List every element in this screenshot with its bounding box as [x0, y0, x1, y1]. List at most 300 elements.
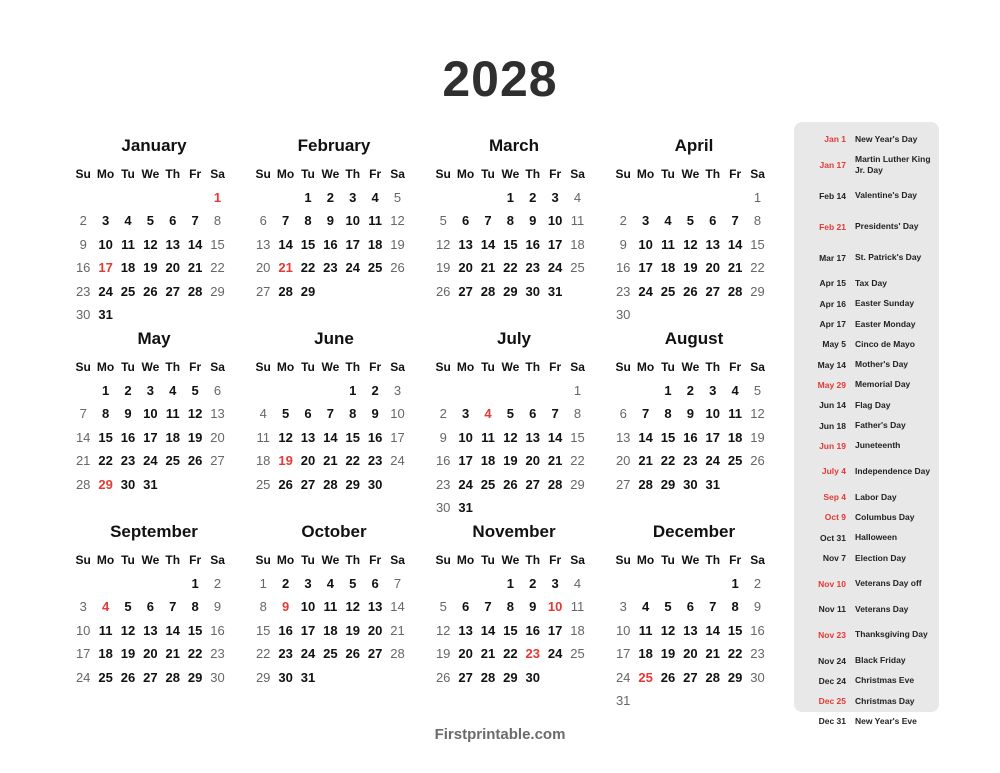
day-cell: 28 [705, 669, 720, 685]
day-cell: 6 [259, 213, 267, 229]
day-cell: 23 [120, 453, 136, 469]
empty-cell [162, 186, 184, 209]
day-cell: 6 [709, 213, 717, 229]
day-cell: 8 [506, 599, 514, 615]
day-cell: 19 [278, 453, 293, 469]
day-cell: 14 [705, 622, 720, 638]
weekday-header: Sa [210, 360, 225, 374]
weekday-header: Tu [301, 167, 315, 181]
empty-cell [634, 572, 656, 595]
day-cell: 6 [371, 576, 379, 591]
day-cell: 31 [615, 692, 631, 708]
month-april [612, 136, 776, 326]
weekday-header: Fr [729, 360, 742, 374]
day-grid [612, 162, 776, 326]
day-cell: 2 [326, 190, 334, 205]
day-cell: 11 [638, 622, 653, 638]
day-cell: 24 [75, 669, 91, 685]
day-grid [252, 548, 416, 689]
day-cell: 17 [547, 236, 563, 252]
weekday-header: Th [705, 360, 721, 374]
day-cell: 26 [143, 283, 158, 299]
day-cell: 16 [323, 236, 338, 252]
day-cell: 6 [686, 599, 694, 615]
weekday-header: Th [525, 167, 541, 181]
day-cell: 9 [753, 599, 762, 615]
empty-cell [679, 186, 701, 209]
empty-cell [679, 572, 701, 595]
day-cell: 15 [255, 622, 271, 638]
holiday-item [794, 650, 939, 670]
day-cell: 22 [98, 453, 113, 469]
day-cell: 28 [75, 476, 91, 492]
day-cell: 16 [750, 622, 765, 638]
day-cell: 19 [143, 260, 158, 276]
day-cell: 28 [480, 283, 496, 299]
holiday-date: Oct 9 [824, 512, 846, 523]
day-grid [432, 548, 596, 689]
weekday-header: Tu [481, 360, 495, 374]
month-title: July [496, 329, 532, 348]
holiday-name: Halloween [855, 532, 898, 543]
holiday-item [794, 619, 939, 650]
day-cell: 19 [345, 622, 360, 638]
day-cell: 5 [686, 213, 694, 229]
day-cell: 17 [390, 429, 405, 445]
day-cell: 9 [529, 599, 537, 615]
day-cell: 8 [573, 406, 582, 422]
day-cell: 25 [638, 669, 653, 685]
empty-cell [612, 379, 634, 402]
day-cell: 31 [98, 306, 113, 322]
weekday-header: Fr [369, 167, 382, 181]
empty-cell [139, 186, 161, 209]
weekday-header: Fr [729, 553, 742, 567]
day-cell: 31 [458, 499, 473, 515]
holiday-date: Nov 10 [818, 578, 846, 589]
day-cell: 14 [638, 429, 653, 445]
weekday-header: Th [345, 360, 361, 374]
day-cell: 17 [638, 260, 653, 276]
day-cell: 4 [371, 190, 379, 205]
day-cell: 11 [323, 599, 338, 615]
day-cell: 10 [547, 213, 563, 229]
weekday-header: We [681, 167, 700, 181]
holiday-date: Apr 15 [819, 278, 846, 289]
holiday-name: Christmas Day [855, 695, 915, 706]
day-cell: 20 [165, 260, 180, 276]
empty-cell [454, 379, 476, 402]
day-cell: 8 [191, 599, 199, 615]
holiday-date: Apr 16 [819, 298, 846, 309]
day-cell: 20 [458, 260, 473, 276]
day-cell: 11 [481, 429, 495, 445]
day-cell: 12 [120, 622, 136, 638]
day-cell: 8 [304, 213, 312, 229]
day-grid [612, 548, 776, 712]
weekday-header: Su [255, 167, 271, 181]
weekday-header: We [321, 167, 340, 181]
weekday-header: Mo [276, 553, 295, 567]
holiday-name: Valentine's Day [855, 190, 918, 201]
day-cell: 3 [79, 599, 87, 615]
day-cell: 6 [146, 599, 154, 615]
weekday-header: Su [255, 360, 271, 374]
day-cell: 20 [367, 622, 383, 638]
weekday-header: Mo [636, 360, 655, 374]
holiday-date: Sep 4 [823, 492, 846, 503]
holiday-name: Father's Day [855, 420, 906, 431]
day-cell: 3 [349, 190, 357, 205]
day-cell: 3 [709, 383, 717, 398]
day-cell: 12 [187, 406, 203, 422]
day-cell: 21 [165, 646, 180, 662]
weekday-header: Fr [549, 360, 562, 374]
day-cell: 10 [300, 599, 316, 615]
holiday-name: Mother's Day [855, 359, 909, 370]
day-cell: 12 [683, 236, 698, 252]
day-cell: 3 [551, 576, 559, 591]
day-cell: 13 [615, 429, 631, 445]
day-cell: 5 [506, 406, 514, 422]
month-title: May [137, 329, 171, 348]
day-cell: 8 [259, 599, 267, 615]
day-cell: 1 [101, 383, 110, 398]
day-cell: 22 [345, 453, 360, 469]
holiday-item [794, 129, 939, 149]
weekday-header: Su [435, 360, 451, 374]
months-grid [72, 136, 772, 726]
day-cell: 7 [731, 213, 739, 229]
empty-cell [477, 572, 499, 595]
day-cell: 29 [255, 669, 271, 685]
day-cell: 23 [278, 646, 293, 662]
day-cell: 27 [458, 283, 473, 299]
holiday-date: Nov 11 [818, 604, 846, 615]
empty-cell [319, 379, 341, 402]
day-cell: 4 [641, 599, 650, 615]
day-cell: 1 [753, 190, 762, 205]
weekday-header: Sa [570, 553, 585, 567]
weekday-header: Mo [96, 167, 115, 181]
weekday-header: We [501, 553, 520, 567]
day-cell: 18 [570, 236, 585, 252]
day-cell: 29 [660, 476, 676, 492]
day-cell: 22 [660, 453, 676, 469]
holiday-list [794, 122, 939, 727]
day-cell: 24 [458, 476, 473, 492]
day-cell: 15 [660, 429, 676, 445]
holiday-name: Thanksgiving Day [855, 629, 928, 640]
day-cell: 29 [210, 283, 225, 299]
day-cell: 2 [281, 576, 290, 591]
weekday-header: Su [435, 553, 451, 567]
weekday-header: Mo [636, 553, 655, 567]
holiday-item [794, 456, 939, 487]
holiday-date: May 14 [817, 359, 846, 370]
day-cell: 11 [98, 622, 113, 638]
day-cell: 22 [570, 453, 585, 469]
day-cell: 13 [683, 622, 698, 638]
holiday-item [794, 149, 939, 180]
day-cell: 1 [506, 190, 514, 205]
day-cell: 4 [124, 213, 132, 229]
month-november [432, 522, 596, 689]
day-cell: 26 [683, 283, 698, 299]
day-cell: 4 [573, 576, 582, 591]
day-cell: 26 [660, 669, 676, 685]
weekday-header: Th [525, 360, 541, 374]
day-cell: 19 [683, 260, 698, 276]
day-grid [252, 355, 416, 496]
day-cell: 1 [506, 576, 514, 591]
empty-cell [117, 186, 139, 209]
day-cell: 14 [165, 622, 180, 638]
day-cell: 20 [525, 453, 540, 469]
day-cell: 28 [390, 646, 405, 662]
day-cell: 14 [727, 236, 743, 252]
day-cell: 2 [79, 213, 87, 229]
day-cell: 29 [98, 476, 113, 492]
day-cell: 7 [79, 406, 87, 422]
day-cell: 23 [367, 453, 383, 469]
day-cell: 21 [75, 453, 91, 469]
day-cell: 3 [393, 383, 402, 398]
holiday-name: Easter Sunday [855, 298, 915, 309]
holiday-date: Dec 25 [818, 696, 846, 707]
day-cell: 17 [345, 236, 360, 252]
holiday-name: Flag Day [855, 399, 891, 410]
day-cell: 15 [187, 622, 203, 638]
day-cell: 26 [187, 453, 203, 469]
day-cell: 28 [165, 669, 180, 685]
day-cell: 13 [143, 622, 158, 638]
weekday-header: Sa [390, 360, 405, 374]
month-september [72, 522, 236, 689]
day-cell: 12 [435, 622, 451, 638]
day-cell: 11 [121, 236, 135, 252]
day-cell: 18 [323, 622, 338, 638]
weekday-header: Su [615, 360, 631, 374]
day-cell: 15 [503, 622, 518, 638]
day-cell: 27 [615, 476, 631, 492]
day-cell: 9 [371, 406, 379, 422]
day-cell: 18 [480, 453, 496, 469]
day-cell: 14 [187, 236, 203, 252]
day-cell: 31 [705, 476, 720, 492]
weekday-header: Tu [121, 360, 135, 374]
day-cell: 10 [458, 429, 473, 445]
holiday-item [794, 548, 939, 568]
day-cell: 17 [705, 429, 720, 445]
day-cell: 18 [255, 453, 271, 469]
day-grid [72, 355, 236, 496]
day-cell: 9 [326, 213, 334, 229]
day-cell: 29 [503, 669, 518, 685]
day-cell: 1 [304, 190, 312, 205]
holiday-date: Jun 14 [819, 400, 846, 411]
day-cell: 23 [683, 453, 698, 469]
holiday-item [794, 375, 939, 395]
day-cell: 20 [705, 260, 720, 276]
day-cell: 28 [638, 476, 653, 492]
day-grid [432, 355, 596, 519]
day-cell: 21 [480, 646, 496, 662]
day-cell: 29 [750, 283, 765, 299]
holiday-item [794, 334, 939, 354]
day-cell: 26 [278, 476, 293, 492]
day-cell: 28 [278, 283, 293, 299]
day-cell: 16 [120, 429, 136, 445]
weekday-header: We [141, 167, 160, 181]
day-cell: 16 [615, 260, 631, 276]
day-cell: 22 [187, 646, 203, 662]
day-cell: 1 [259, 576, 267, 591]
day-cell: 28 [187, 283, 203, 299]
day-cell: 30 [120, 476, 136, 492]
month-august [612, 329, 776, 496]
month-october [252, 522, 416, 689]
day-cell: 1 [213, 190, 222, 205]
empty-cell [477, 186, 499, 209]
day-cell: 18 [120, 260, 136, 276]
day-cell: 26 [120, 669, 136, 685]
day-cell: 7 [641, 406, 650, 422]
month-title: September [110, 522, 198, 541]
day-cell: 15 [727, 622, 743, 638]
day-grid [432, 162, 596, 303]
month-december [612, 522, 776, 712]
day-cell: 21 [727, 260, 743, 276]
day-cell: 30 [435, 499, 451, 515]
day-cell: 15 [210, 236, 225, 252]
holiday-date: Jun 19 [819, 440, 846, 451]
day-cell: 27 [255, 283, 271, 299]
day-cell: 1 [664, 383, 672, 398]
weekday-header: Su [75, 553, 91, 567]
weekday-header: We [681, 553, 700, 567]
day-cell: 10 [143, 406, 158, 422]
weekday-header: Mo [276, 167, 295, 181]
holiday-item [794, 273, 939, 293]
holiday-name: Labor Day [855, 491, 897, 502]
day-cell: 1 [349, 383, 357, 398]
day-cell: 15 [750, 236, 765, 252]
day-cell: 18 [660, 260, 676, 276]
day-cell: 7 [169, 599, 177, 615]
year-title: 2028 [442, 51, 558, 107]
day-cell: 4 [573, 190, 582, 205]
day-cell: 15 [345, 429, 360, 445]
weekday-header: Tu [481, 553, 495, 567]
weekday-header: Su [75, 167, 91, 181]
day-cell: 8 [664, 406, 672, 422]
day-cell: 13 [165, 236, 180, 252]
day-cell: 16 [210, 622, 225, 638]
day-cell: 8 [753, 213, 762, 229]
weekday-header: Mo [636, 167, 655, 181]
empty-cell [252, 379, 274, 402]
day-cell: 11 [728, 406, 743, 422]
day-cell: 7 [393, 576, 402, 591]
day-cell: 6 [169, 213, 177, 229]
day-cell: 27 [525, 476, 540, 492]
day-cell: 5 [439, 599, 447, 615]
day-cell: 15 [570, 429, 585, 445]
empty-cell [297, 379, 319, 402]
day-cell: 20 [143, 646, 158, 662]
day-cell: 5 [146, 213, 154, 229]
holiday-date: Nov 24 [818, 655, 846, 666]
day-cell: 17 [458, 453, 473, 469]
holiday-name: Martin Luther King Jr. Day [855, 153, 931, 175]
empty-cell [612, 572, 634, 595]
holiday-name: Presidents' Day [855, 221, 919, 232]
holiday-name: Cinco de Mayo [855, 338, 915, 349]
empty-cell [117, 572, 139, 595]
day-cell: 23 [525, 260, 540, 276]
day-cell: 17 [143, 429, 158, 445]
day-cell: 2 [753, 576, 762, 591]
day-cell: 1 [191, 576, 199, 591]
holiday-name: Columbus Day [855, 511, 915, 522]
day-cell: 4 [101, 599, 110, 615]
day-cell: 10 [547, 599, 563, 615]
weekday-header: We [141, 360, 160, 374]
day-cell: 5 [281, 406, 290, 422]
day-cell: 8 [213, 213, 222, 229]
day-cell: 17 [300, 622, 316, 638]
holiday-item [794, 415, 939, 435]
day-cell: 12 [750, 406, 765, 422]
day-cell: 5 [439, 213, 447, 229]
day-cell: 7 [326, 406, 334, 422]
holiday-item [794, 528, 939, 548]
holiday-date: Dec 31 [818, 716, 846, 727]
month-title: January [121, 136, 187, 155]
holiday-date: Nov 23 [818, 629, 846, 640]
day-cell: 23 [210, 646, 225, 662]
day-cell: 14 [390, 599, 405, 615]
day-cell: 16 [683, 429, 698, 445]
weekday-header: Fr [369, 360, 382, 374]
day-cell: 10 [75, 622, 91, 638]
day-grid [72, 162, 236, 326]
day-cell: 28 [480, 669, 496, 685]
weekday-header: Tu [121, 167, 135, 181]
day-cell: 31 [547, 283, 563, 299]
day-cell: 4 [731, 383, 739, 398]
day-cell: 12 [390, 213, 405, 229]
day-cell: 3 [619, 599, 627, 615]
day-cell: 13 [705, 236, 720, 252]
holiday-item [794, 568, 939, 599]
day-cell: 30 [525, 283, 540, 299]
holiday-name: Juneteenth [855, 440, 901, 451]
day-cell: 14 [547, 429, 563, 445]
day-cell: 22 [750, 260, 765, 276]
weekday-header: We [501, 360, 520, 374]
weekday-header: Fr [549, 553, 562, 567]
day-cell: 12 [345, 599, 360, 615]
weekday-header: Th [525, 553, 541, 567]
day-cell: 22 [300, 260, 316, 276]
day-cell: 24 [638, 283, 653, 299]
holiday-item [794, 507, 939, 527]
day-cell: 22 [503, 260, 518, 276]
month-title: October [301, 522, 367, 541]
day-cell: 3 [304, 576, 312, 591]
